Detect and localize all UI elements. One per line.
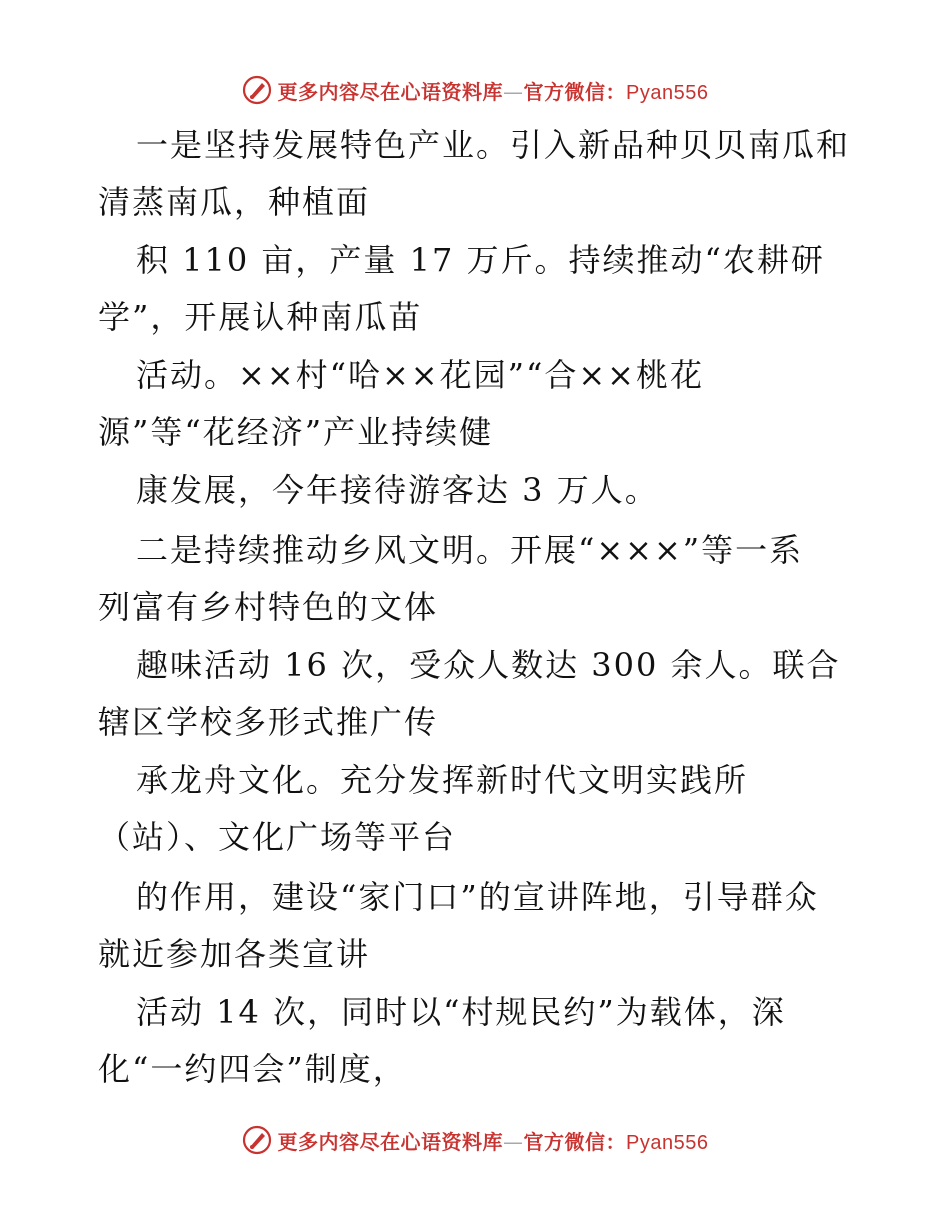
text-line: 一是坚持发展特色产业。引入新品种贝贝南瓜和 bbox=[136, 126, 851, 164]
text-line: 化“一约四会”制度， bbox=[98, 1050, 407, 1088]
text-line: 活动。××村“哈××花园”“合××桃花 bbox=[136, 356, 704, 394]
text-line: 二是持续推动乡风文明。开展“×××”等一系 bbox=[136, 531, 804, 569]
text-line: （站）、文化广场等平台 bbox=[98, 818, 457, 856]
quill-seal-icon bbox=[242, 1125, 272, 1155]
watermark-dash: — bbox=[503, 1129, 524, 1154]
text-line: 趣味活动 16 次，受众人数达 300 余人。联合 bbox=[136, 646, 841, 684]
watermark-text bbox=[278, 76, 709, 105]
text-line: 学”，开展认种南瓜苗 bbox=[98, 298, 423, 336]
watermark-brand: 更多内容尽在心语资料库 bbox=[277, 1129, 504, 1154]
text-line: 清蒸南瓜，种植面 bbox=[98, 183, 371, 221]
text-line: 就近参加各类宣讲 bbox=[98, 935, 371, 973]
text-line: 承龙舟文化。充分发挥新时代文明实践所 bbox=[136, 761, 749, 799]
text-line: 积 110 亩，产量 17 万斤。持续推动“农耕研 bbox=[136, 241, 825, 279]
watermark-wechat-label: 官方微信： bbox=[523, 79, 627, 104]
text-line: 的作用，建设“家门口”的宣讲阵地，引导群众 bbox=[136, 878, 819, 916]
text-line: 源”等“花经济”产业持续健 bbox=[98, 413, 494, 451]
watermark-brand: 更多内容尽在心语资料库 bbox=[277, 79, 504, 104]
header-watermark-banner bbox=[0, 70, 950, 110]
watermark-wechat-id: Pyan556 bbox=[626, 81, 709, 104]
watermark-text bbox=[278, 1126, 709, 1155]
watermark-dash: — bbox=[503, 79, 524, 104]
text-line: 列富有乡村特色的文体 bbox=[98, 588, 439, 626]
text-line: 辖区学校多形式推广传 bbox=[98, 703, 439, 741]
text-line: 康发展，今年接待游客达 3 万人。 bbox=[136, 471, 659, 509]
text-line: 活动 14 次，同时以“村规民约”为载体，深 bbox=[136, 993, 786, 1031]
watermark-wechat-label: 官方微信： bbox=[523, 1129, 627, 1154]
quill-seal-icon bbox=[242, 75, 272, 105]
footer-watermark-banner bbox=[0, 1120, 950, 1160]
watermark-wechat-id: Pyan556 bbox=[626, 1131, 709, 1154]
